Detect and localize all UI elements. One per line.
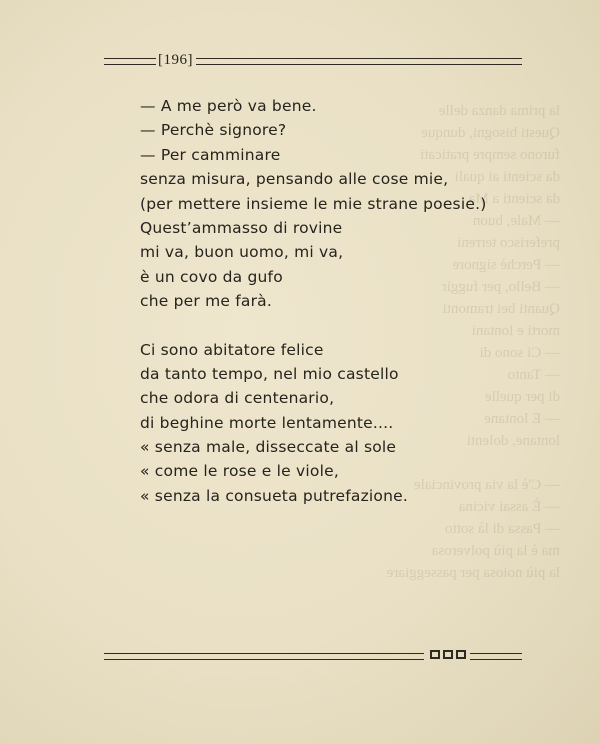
poem-body (140, 94, 520, 508)
page-header (104, 52, 522, 72)
stanza-1 (140, 94, 520, 314)
show-through-text: la prima danza delle Questi bisogni, dunque furono sempre praticati da scienti ai quali da scienti a Ma — Male, buon preferisco terreni — Perchè signore — Bello, per fuggir Quanti bei tramonti morti e lontani — Ci sono di — Tanto di per quelle — E lontane lontane, dolenti — C'è la via provinciale — È assai vicina — Passa di là sotto ma è la più polverosa la più noiosa per passeggiare (386, 103, 560, 581)
ornament-square-icon (456, 650, 466, 659)
poem-line: (per mettere insieme le mie strane poesie.) (140, 194, 487, 213)
poem-line: mi va, buon uomo, mi va, (140, 243, 344, 262)
poem-line: — A me però va bene. (140, 97, 317, 115)
poem-line: Ci sono abitatore felice (140, 340, 324, 359)
poem-line: « senza la consueta putrefazione. (140, 486, 408, 505)
poem-line: — Perchè signore? (140, 121, 287, 140)
poem-line: che odora di centenario, (140, 389, 335, 408)
footer-rule-left (104, 653, 424, 660)
ornament-square-icon (443, 650, 453, 659)
header-rule-left (104, 58, 156, 65)
poem-line: è un covo da gufo (140, 267, 283, 286)
poem-line: di beghine morte lentamente.... (140, 413, 394, 432)
page-number: [196] (158, 52, 193, 68)
poem-line: senza misura, pensando alle cose mie, (140, 170, 449, 189)
stanza-break (140, 314, 520, 338)
stanza-2 (140, 338, 520, 509)
ornament-square-icon (430, 650, 440, 659)
poem-line: da tanto tempo, nel mio castello (140, 364, 399, 383)
poem-line: « come le rose e le viole, (140, 462, 339, 481)
poem-line: che per me farà. (140, 292, 272, 311)
page-footer (104, 650, 522, 664)
poem-line: « senza male, disseccate al sole (140, 438, 397, 457)
ornament-boxes (430, 650, 466, 659)
header-rule-right (196, 58, 522, 65)
poem-line: Quest’ammasso di rovine (140, 218, 343, 237)
footer-rule-right (470, 653, 522, 660)
poem-line: — Per camminare (140, 145, 281, 164)
